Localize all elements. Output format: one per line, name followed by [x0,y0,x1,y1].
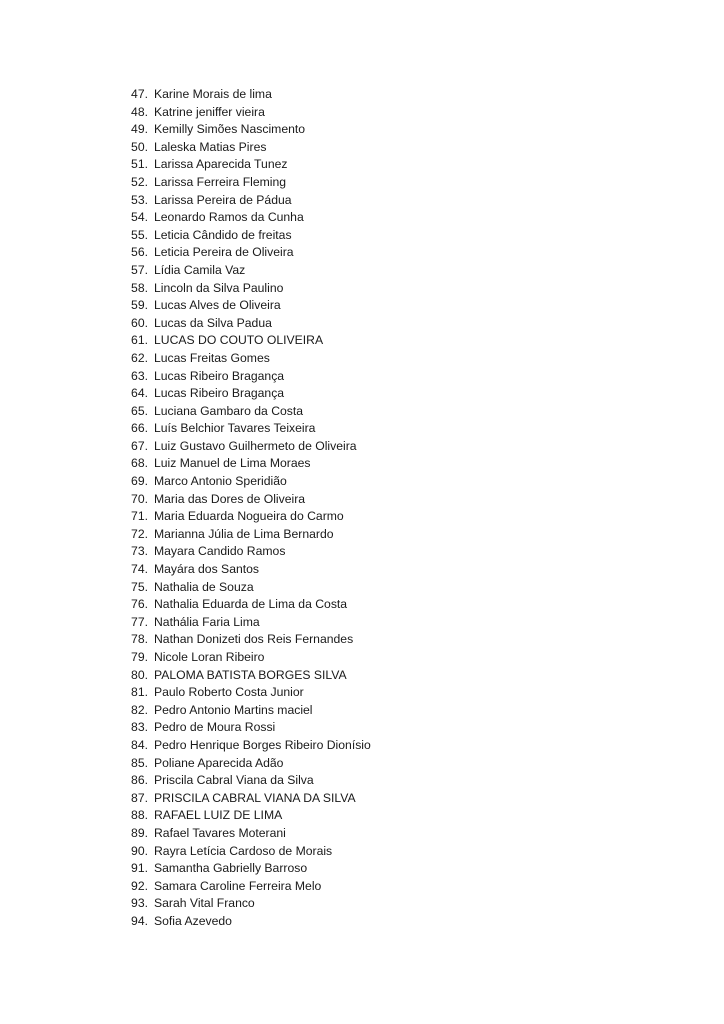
entry-number: 53. [131,192,148,207]
list-item [120,192,371,210]
entry-name: Luiz Manuel de Lima Moraes [154,456,311,471]
entry-name: Mayara Candido Ramos [154,544,286,559]
list-item [120,825,371,843]
list-item [120,631,371,649]
entry-number: 62. [131,350,148,365]
entry-name: Leonardo Ramos da Cunha [154,210,304,225]
list-item [120,737,371,755]
list-item [120,104,371,122]
entry-name: Rafael Tavares Moterani [154,825,286,840]
list-item [120,262,371,280]
entry-name: Pedro de Moura Rossi [154,720,276,735]
entry-number: 70. [131,491,148,506]
entry-name: Maria das Dores de Oliveira [154,491,306,506]
entry-name: Mayára dos Santos [154,562,260,577]
entry-number: 86. [131,773,148,788]
list-item [120,667,371,685]
entry-number: 84. [131,737,148,752]
entry-name: Leticia Pereira de Oliveira [154,245,294,260]
entry-number: 85. [131,755,148,770]
entry-name: Luiz Gustavo Guilhermeto de Oliveira [154,438,357,453]
entry-name: Pedro Henrique Borges Ribeiro Dionísio [154,737,371,752]
name-list [120,86,371,931]
entry-name: Luciana Gambaro da Costa [154,403,304,418]
entry-name: Sarah Vital Franco [154,896,255,911]
list-item [120,790,371,808]
entry-name: Sofia Azevedo [154,913,232,928]
entry-name: Priscila Cabral Viana da Silva [154,773,314,788]
entry-name: Samantha Gabrielly Barroso [154,861,308,876]
entry-name: Lídia Camila Vaz [154,262,246,277]
list-item [120,315,371,333]
entry-name: Paulo Roberto Costa Junior [154,685,304,700]
list-item [120,438,371,456]
list-item [120,156,371,174]
entry-number: 47. [131,87,148,101]
list-item [120,121,371,139]
entry-name: Marianna Júlia de Lima Bernardo [154,526,334,541]
list-item [120,139,371,157]
list-item [120,684,371,702]
entry-name: LUCAS DO COUTO OLIVEIRA [154,333,324,348]
list-item [120,350,371,368]
list-item [120,508,371,526]
list-item [120,755,371,773]
entry-number: 58. [131,280,148,295]
entry-number: 78. [131,632,148,647]
entry-number: 91. [131,861,148,876]
entry-name: Nathália Faria Lima [154,614,260,629]
entry-name: PRISCILA CABRAL VIANA DA SILVA [154,790,356,805]
entry-number: 72. [131,526,148,541]
list-item [120,649,371,667]
list-item [120,368,371,386]
entry-number: 50. [131,139,148,154]
list-item [120,473,371,491]
entry-number: 67. [131,438,148,453]
entry-name: Lucas Freitas Gomes [154,350,270,365]
entry-number: 64. [131,386,148,401]
entry-name: Samara Caroline Ferreira Melo [154,878,322,893]
list-item [120,579,371,597]
entry-name: Poliane Aparecida Adão [154,755,284,770]
entry-name: Nathan Donizeti dos Reis Fernandes [154,632,354,647]
list-item [120,174,371,192]
entry-name: Luís Belchior Tavares Teixeira [154,421,316,436]
list-item [120,332,371,350]
entry-number: 77. [131,614,148,629]
entry-number: 89. [131,825,148,840]
list-item [120,596,371,614]
entry-name: Katrine jeniffer vieira [154,104,265,119]
list-item [120,895,371,913]
entry-name: Nathalia Eduarda de Lima da Costa [154,597,348,612]
entry-name: Karine Morais de lima [154,87,272,101]
entry-number: 92. [131,878,148,893]
entry-number: 81. [131,685,148,700]
entry-number: 88. [131,808,148,823]
entry-name: Leticia Cândido de freitas [154,227,292,242]
entry-name: RAFAEL LUIZ DE LIMA [154,808,283,823]
entry-name: Larissa Ferreira Fleming [154,174,287,189]
list-item [120,244,371,262]
entry-number: 80. [131,667,148,682]
list-item [120,807,371,825]
entry-name: PALOMA BATISTA BORGES SILVA [154,667,347,682]
entry-number: 54. [131,210,148,225]
entry-number: 76. [131,597,148,612]
entry-number: 60. [131,315,148,330]
list-item [120,227,371,245]
list-item [120,878,371,896]
list-item [120,772,371,790]
entry-name: Lucas Ribeiro Bragança [154,368,285,383]
entry-number: 68. [131,456,148,471]
list-item [120,543,371,561]
entry-number: 56. [131,245,148,260]
list-item [120,913,371,931]
entry-number: 94. [131,913,148,928]
entry-number: 59. [131,298,148,313]
list-item [120,860,371,878]
list-item [120,491,371,509]
entry-number: 55. [131,227,148,242]
entry-number: 51. [131,157,148,172]
entry-number: 90. [131,843,148,858]
list-item [120,719,371,737]
entry-number: 48. [131,104,148,119]
list-item [120,526,371,544]
entry-number: 65. [131,403,148,418]
list-item [120,561,371,579]
entry-name: Rayra Letícia Cardoso de Morais [154,843,333,858]
list-item [120,614,371,632]
entry-name: Lincoln da Silva Paulino [154,280,284,295]
list-item [120,385,371,403]
entry-name: Nicole Loran Ribeiro [154,650,265,664]
entry-number: 87. [131,790,148,805]
entry-number: 52. [131,174,148,189]
list-item [120,702,371,720]
entry-name: Lucas Alves de Oliveira [154,298,281,313]
entry-number: 82. [131,702,148,717]
entry-number: 63. [131,368,148,383]
entry-name: Larissa Pereira de Pádua [154,192,292,207]
entry-name: Kemilly Simões Nascimento [154,122,306,137]
entry-number: 71. [131,509,148,524]
entry-number: 74. [131,562,148,577]
entry-number: 57. [131,262,148,277]
entry-number: 66. [131,421,148,436]
list-item [120,420,371,438]
entry-number: 93. [131,896,148,911]
entry-number: 75. [131,579,148,594]
list-item [120,86,371,104]
entry-number: 83. [131,720,148,735]
entry-name: Lucas da Silva Padua [154,315,272,330]
entry-name: Marco Antonio Speridião [154,474,287,489]
list-item [120,209,371,227]
entry-number: 49. [131,122,148,137]
entry-number: 79. [131,650,148,664]
list-item [120,843,371,861]
entry-name: Laleska Matias Pires [154,139,267,154]
list-item [120,297,371,315]
list-item [120,455,371,473]
list-item [120,403,371,421]
entry-name: Pedro Antonio Martins maciel [154,702,313,717]
entry-name: Maria Eduarda Nogueira do Carmo [154,509,344,524]
entry-number: 61. [131,333,148,348]
entry-name: Lucas Ribeiro Bragança [154,386,285,401]
entry-number: 73. [131,544,148,559]
entry-name: Nathalia de Souza [154,579,254,594]
list-item [120,280,371,298]
entry-name: Larissa Aparecida Tunez [154,157,288,172]
entry-number: 69. [131,474,148,489]
